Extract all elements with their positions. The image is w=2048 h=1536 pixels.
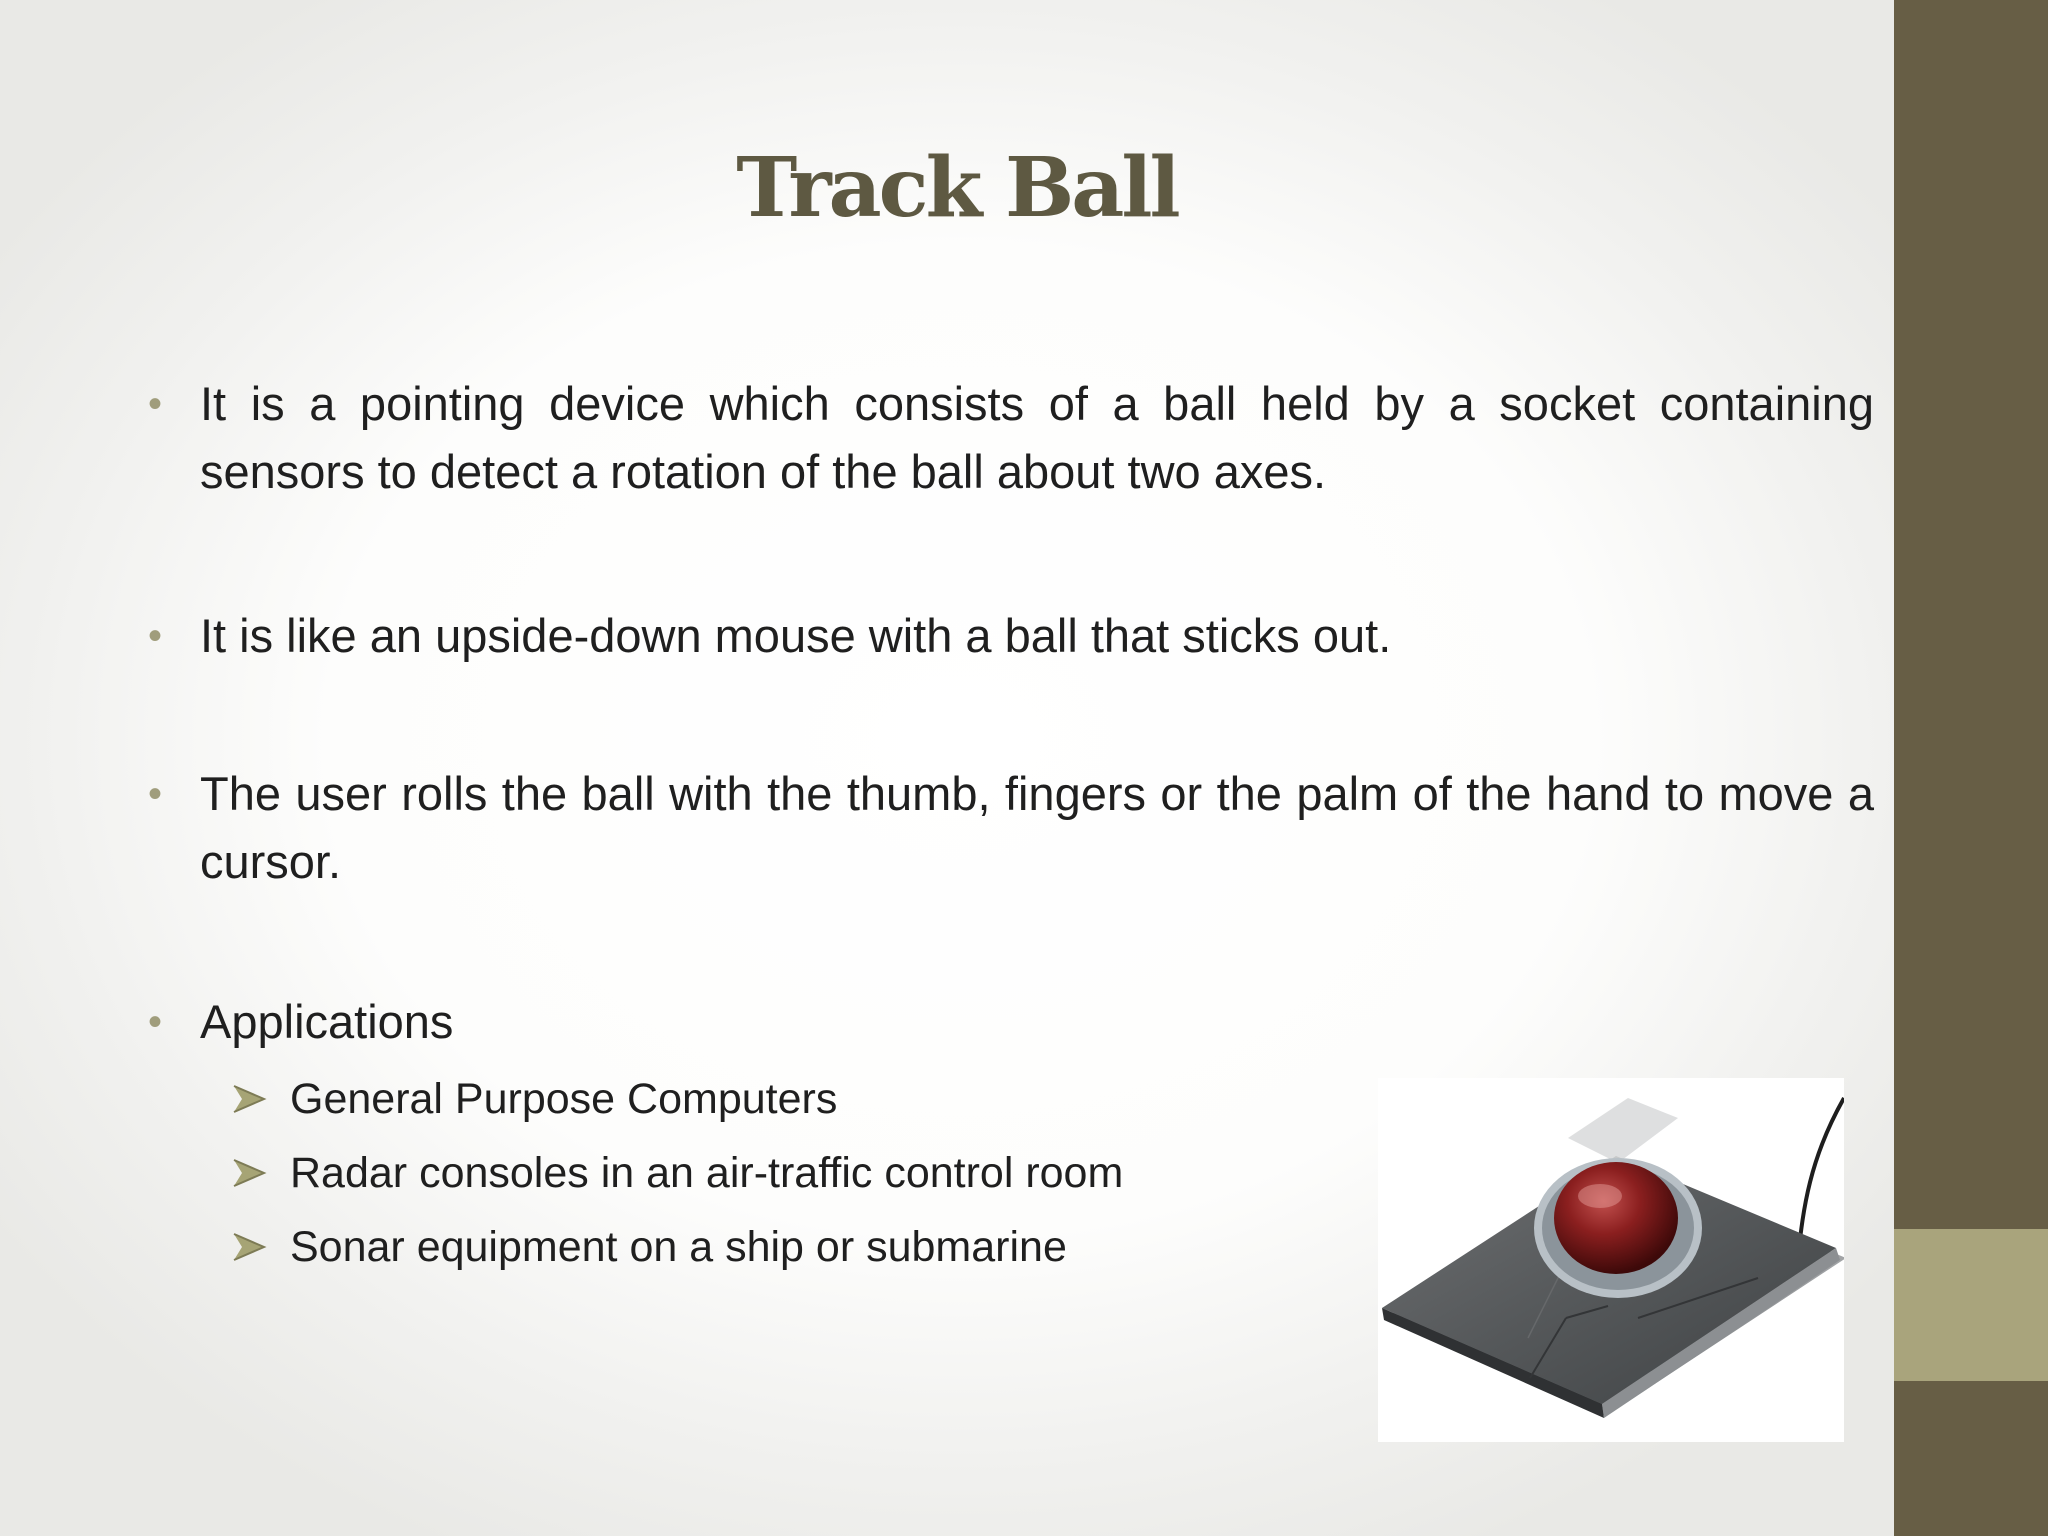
application-text: Sonar equipment on a ship or submarine (290, 1223, 1067, 1271)
bullet-dot-icon: • (148, 772, 163, 816)
bullet-text: Applications (200, 995, 454, 1048)
arrow-bullet-icon (230, 1210, 270, 1284)
bullet-dot-icon: • (148, 382, 163, 426)
bullet-dot-icon: • (148, 1000, 163, 1044)
bullet-text: It is a pointing device which consists of a ball held by a socket containing sensors to detect a rotation of the ball about two axes. (200, 377, 1874, 498)
slide-title: Track Ball (736, 140, 1178, 236)
arrow-bullet-icon (230, 1136, 270, 1210)
bullet-item (148, 602, 1874, 670)
bullet-item (148, 760, 1874, 896)
side-bar-accent (1894, 1229, 2048, 1381)
bullet-text: It is like an upside-down mouse with a ball that sticks out. (200, 609, 1392, 662)
application-text: Radar consoles in an air-traffic control room (290, 1149, 1124, 1197)
bullet-text: The user rolls the ball with the thumb, fingers or the palm of the hand to move a cursor. (200, 767, 1874, 888)
bullet-dot-icon: • (148, 614, 163, 658)
bullet-item (148, 370, 1874, 506)
bullet-item (148, 988, 1874, 1056)
trackball-image (1378, 1078, 1844, 1442)
application-text: General Purpose Computers (290, 1075, 838, 1123)
arrow-bullet-icon (230, 1062, 270, 1136)
